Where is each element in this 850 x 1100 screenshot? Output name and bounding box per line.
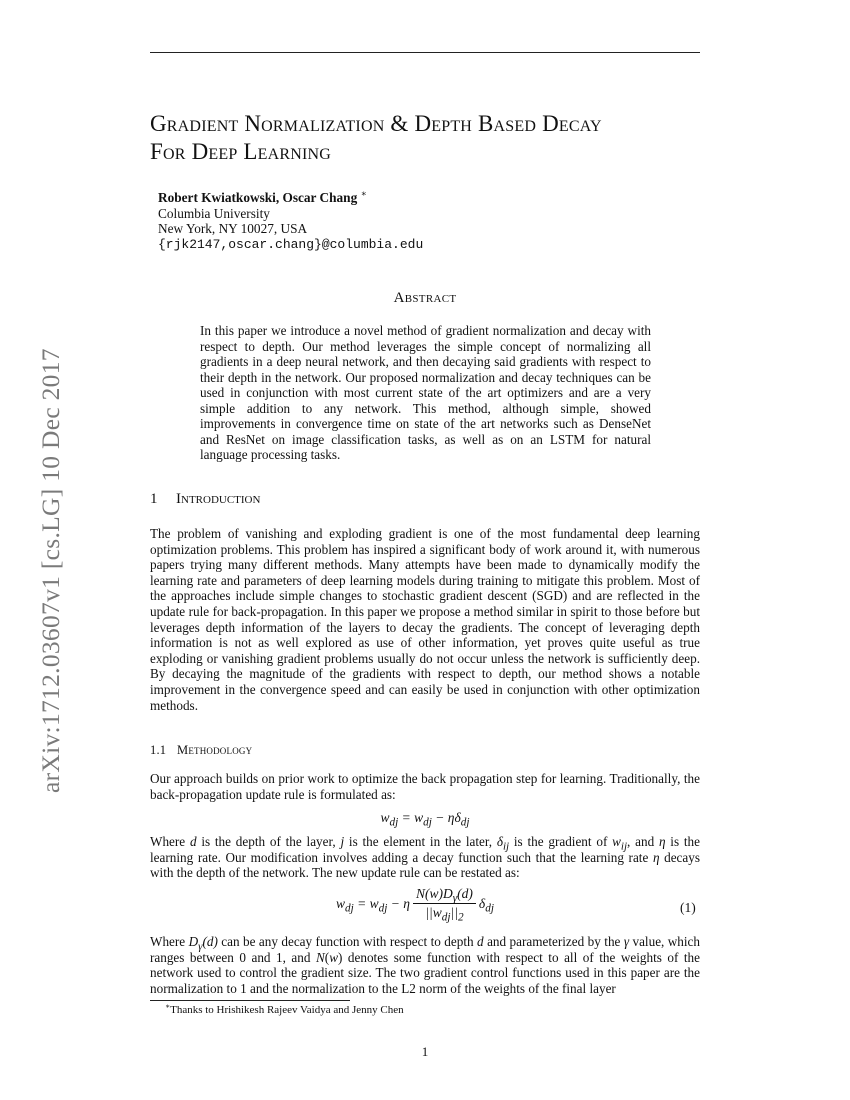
title-line-2: For Deep Learning — [150, 139, 332, 164]
footnote — [165, 1001, 404, 1016]
email[interactable]: {rjk2147,oscar.chang}@columbia.edu — [158, 236, 424, 252]
section-number: 1 — [150, 491, 158, 507]
methodology-paragraph-3: Where $D_\gamma(d)$ can be any decay function with respect to depth d and parameterized by the γ value, which ranges between 0 and 1, and N(w) denotes some function with respect to all of the weights of the network used to control the gradient size. The two gradient control functions used in this paper are the normalization to 1 and the normalization to the L2 norm of the weights of the final layer — [150, 934, 701, 996]
methodology-paragraph-1: Our approach builds on prior work to optimize the back propagation step for learning. Traditionally, the back-propagation update rule is formulated as: — [150, 771, 700, 802]
methodology-paragraph-2: Where d is the depth of the layer, j is the element in the later, $\delta_{ij}$ is the gradient of $w_{ij}$, and η is the learning rate. Our modification involves adding a decay function such that the learning rate η decays with the depth of the network. The new update rule can be restated as: — [150, 834, 700, 881]
abstract-text: In this paper we introduce a novel method of gradient normalization and decay with respect to depth. Our method leverages the simple concept of normalizing all gradients in a deep neural network, and then decaying said gradients with respect to their depth in the network. Our proposed normalization and decay techniques can be used in conjunction with most current state of the art optimizers and are a very simple addition to any network. This method, although simple, showed improvements in convergence time on state of the art networks such as DenseNet and ResNet on image classification tasks, as well as on an LSTM for natural language processing tasks. — [200, 323, 651, 462]
arxiv-stamp: arXiv:1712.03607v1 [cs.LG] 10 Dec 2017 — [36, 348, 65, 793]
equation-number: (1) — [680, 900, 696, 915]
address: New York, NY 10027, USA — [158, 221, 308, 236]
affiliation: Columbia University — [158, 205, 270, 221]
abstract-heading: Abstract — [393, 290, 457, 306]
footnote-rule — [150, 1000, 350, 1001]
paper-title — [150, 110, 710, 166]
section-title: Introduction — [176, 491, 261, 507]
section-heading-introduction — [150, 491, 260, 508]
subsection-heading-methodology — [150, 743, 252, 758]
header-rule — [150, 52, 700, 53]
author-names: Robert Kwiatkowski, Oscar Chang ∗ — [158, 188, 367, 205]
title-line-1: Gradient Normalization & Depth Based Decay — [150, 111, 602, 136]
subsection-number: 1.1 — [150, 743, 167, 757]
page-number: 1 — [421, 1044, 429, 1059]
subsection-title: Methodology — [177, 743, 253, 757]
footnote-mark: ∗ — [165, 1001, 171, 1011]
footnote-text: Thanks to Hrishikesh Rajeev Vaidya and Jenny Chen — [170, 1004, 404, 1016]
introduction-paragraph: The problem of vanishing and exploding gradient is one of the most fundamental deep learning optimization problems. This problem has inspired a significant body of work around it, with numerous papers trying many different methods. Many attempts have been made to dynamically modify the learning rate and parameters of deep learning models during training to mitigate this problem. Most of the approaches include simple changes to stochastic gradient descent (SGD) and are reflected in the update rule for back-propagation. In this paper we propose a method similar in spirit to those before but leverages depth information of the layers to decay the gradients. The concept of leveraging depth information is not as well explored as use of other information, yet proves quite useful as true exploding or vanishing gradient problems usually do not occur unless the network is sufficiently deep. By decaying the magnitude of the gradients with respect to depth, our method shows a notable improvement in the convergence speed and can easily be used in conjunction with other optimization methods. — [150, 526, 700, 713]
author-footnote-mark: ∗ — [360, 188, 367, 199]
equation-fraction: $\frac{N(w)D_\gamma(d)}{||w_{dj}||_2}$ — [413, 886, 476, 921]
equation-update-rule: $w_{dj} = w_{dj} - \eta\delta_{dj}$ — [380, 810, 470, 829]
author-block — [158, 190, 423, 252]
equation-decay-update-rule: $w_{dj} = w_{dj} - \eta$ $\frac{N(w)D_\gamma(d)}{||w_{dj}||_2}$ $\delta_{dj}$ — [336, 886, 494, 924]
